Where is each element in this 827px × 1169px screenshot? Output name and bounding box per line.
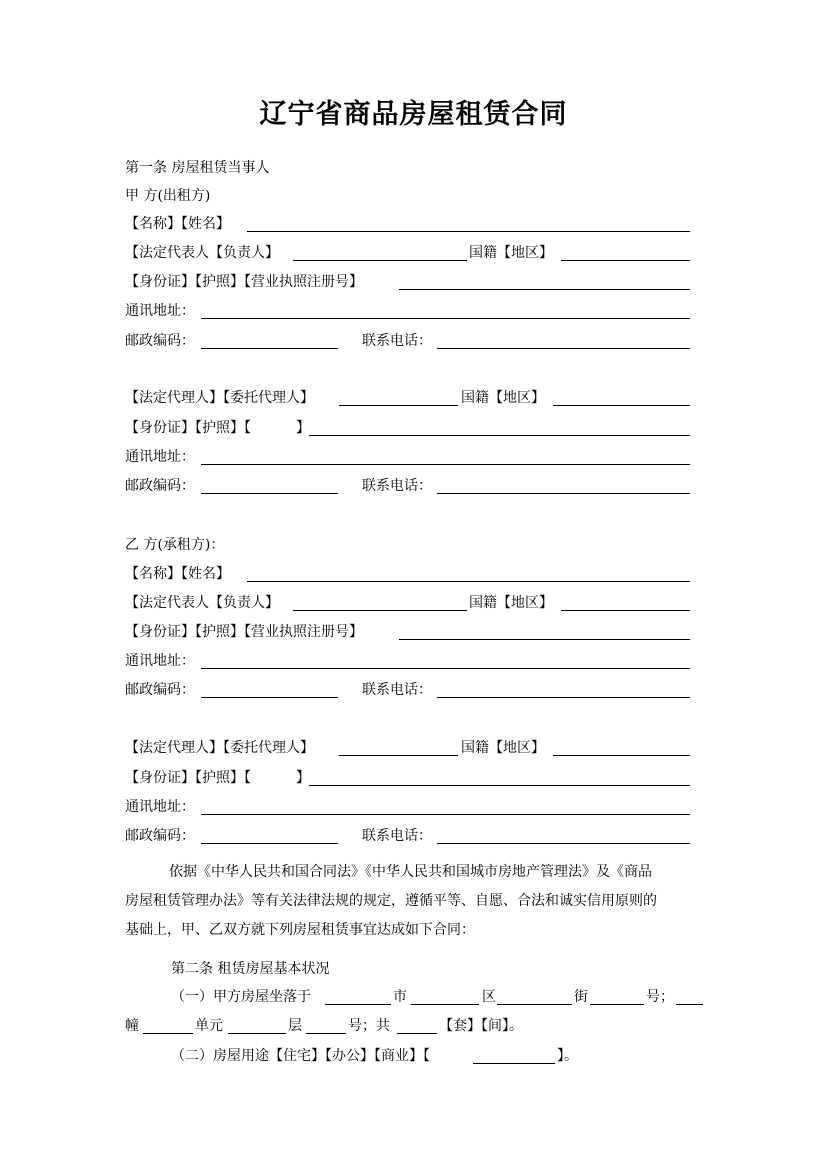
- district-field[interactable]: [411, 987, 479, 1005]
- party-a-rep-field[interactable]: [293, 243, 467, 261]
- phone-label: 联系电话：: [362, 333, 432, 349]
- legal-rep-label: 【法定代表人【负责人】: [125, 245, 279, 261]
- nationality-label: 国籍【地区】: [461, 390, 545, 406]
- party-b-agent-id-field[interactable]: [309, 768, 690, 786]
- party-b-agent-phone-field[interactable]: [437, 826, 690, 844]
- party-a-address-field[interactable]: [201, 301, 690, 319]
- id-license-label: 【身份证】【护照】【营业执照注册号】: [125, 624, 363, 640]
- district-label: 区: [482, 989, 496, 1005]
- document-title: 辽宁省商品房屋租赁合同: [259, 99, 568, 130]
- id-other-label: 【身份证】【护照】【: [125, 420, 251, 436]
- id-other-label: 【身份证】【护照】【: [125, 770, 251, 786]
- basis-paragraph-line3: 基础上，甲、乙双方就下列房屋租赁事宜达成如下合同：: [125, 922, 475, 938]
- floor-label: 层: [288, 1018, 302, 1034]
- party-a-nationality-field[interactable]: [561, 243, 690, 261]
- party-a-phone-field[interactable]: [437, 331, 690, 349]
- agent-label: 【法定代理人】【委托代理人】: [125, 390, 314, 406]
- party-a-agent-postcode-field[interactable]: [201, 476, 338, 494]
- party-b-agent-address-field[interactable]: [201, 797, 690, 815]
- room-suffix: 【套】【间】。: [439, 1018, 523, 1034]
- usage-prefix: （二）房屋用途【住宅】【办公】【商业】【: [171, 1048, 430, 1064]
- id-other-close: 】: [296, 770, 310, 786]
- nationality-label: 国籍【地区】: [469, 245, 553, 261]
- party-a-postcode-field[interactable]: [201, 331, 338, 349]
- party-b-heading: 乙 方(承租方)：: [125, 537, 225, 553]
- phone-label: 联系电话：: [362, 828, 432, 844]
- room-count-field[interactable]: [397, 1016, 437, 1034]
- postcode-label: 邮政编码：: [125, 333, 195, 349]
- party-a-name-field[interactable]: [247, 214, 690, 232]
- number-label: 号；: [646, 989, 674, 1005]
- party-b-agent-field[interactable]: [339, 738, 458, 756]
- nationality-label: 国籍【地区】: [461, 740, 545, 756]
- building-field[interactable]: [143, 1016, 193, 1034]
- postcode-label: 邮政编码：: [125, 828, 195, 844]
- room-label: 号；共: [348, 1018, 390, 1034]
- party-b-phone-field[interactable]: [437, 680, 690, 698]
- agent-label: 【法定代理人】【委托代理人】: [125, 740, 314, 756]
- basis-paragraph-line2: 房屋租赁管理办法》等有关法律法规的规定，遵循平等、自愿、合法和诚实信用原则的: [125, 893, 657, 909]
- floor-field[interactable]: [306, 1016, 346, 1034]
- phone-label: 联系电话：: [362, 682, 432, 698]
- id-other-close: 】: [296, 420, 310, 436]
- building-label: 幢: [125, 1018, 139, 1034]
- address-label: 通讯地址：: [125, 653, 195, 669]
- party-b-agent-nationality-field[interactable]: [553, 738, 690, 756]
- nationality-label: 国籍【地区】: [469, 595, 553, 611]
- address-label: 通讯地址：: [125, 449, 195, 465]
- party-b-postcode-field[interactable]: [201, 680, 338, 698]
- unit-field[interactable]: [228, 1016, 286, 1034]
- postcode-label: 邮政编码：: [125, 478, 195, 494]
- postcode-label: 邮政编码：: [125, 682, 195, 698]
- address-label: 通讯地址：: [125, 303, 195, 319]
- id-license-label: 【身份证】【护照】【营业执照注册号】: [125, 274, 363, 290]
- city-field[interactable]: [325, 987, 391, 1005]
- party-a-agent-phone-field[interactable]: [437, 476, 690, 494]
- name-label: 【名称】【姓名】: [125, 566, 230, 582]
- legal-rep-label: 【法定代表人【负责人】: [125, 595, 279, 611]
- article2-heading: 第二条 租赁房屋基本状况: [171, 961, 330, 977]
- article1-heading: 第一条 房屋租赁当事人: [125, 160, 270, 176]
- party-a-agent-address-field[interactable]: [201, 447, 690, 465]
- party-a-id-field[interactable]: [399, 272, 690, 290]
- location-prefix: （一）甲方房屋坐落于: [171, 989, 311, 1005]
- party-b-nationality-field[interactable]: [561, 593, 690, 611]
- usage-suffix: 】。: [557, 1048, 578, 1064]
- party-b-rep-field[interactable]: [293, 593, 467, 611]
- street-label: 街: [574, 989, 588, 1005]
- party-a-agent-field[interactable]: [339, 388, 458, 406]
- party-b-agent-postcode-field[interactable]: [201, 826, 338, 844]
- party-b-address-field[interactable]: [201, 651, 690, 669]
- building-prefix-field[interactable]: [676, 987, 703, 1005]
- basis-paragraph-line1: 依据《中华人民共和国合同法》《中华人民共和国城市房地产管理法》及《商品: [169, 864, 652, 880]
- usage-other-field[interactable]: [473, 1046, 555, 1064]
- street-field[interactable]: [497, 987, 572, 1005]
- party-a-agent-id-field[interactable]: [309, 418, 690, 436]
- party-a-heading: 甲 方(出租方): [125, 188, 211, 204]
- phone-label: 联系电话：: [362, 478, 432, 494]
- address-label: 通讯地址：: [125, 799, 195, 815]
- party-b-id-field[interactable]: [399, 622, 690, 640]
- unit-label: 单元: [195, 1018, 223, 1034]
- name-label: 【名称】【姓名】: [125, 216, 230, 232]
- party-b-name-field[interactable]: [247, 564, 690, 582]
- party-a-agent-nationality-field[interactable]: [553, 388, 690, 406]
- number-field[interactable]: [590, 987, 644, 1005]
- city-label: 市: [393, 989, 407, 1005]
